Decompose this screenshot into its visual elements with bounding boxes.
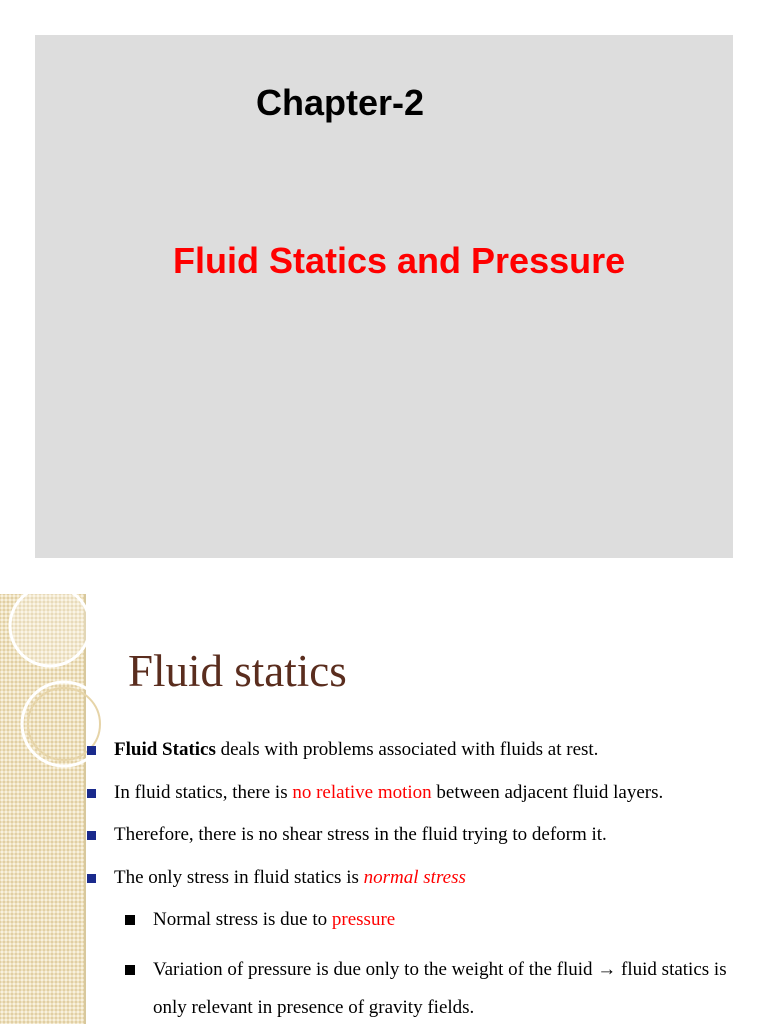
decorative-circles-icon bbox=[0, 594, 120, 794]
sub-bullet-item bbox=[153, 908, 395, 932]
chapter-title: Chapter-2 bbox=[256, 82, 425, 123]
bullet-text: Normal stress is due to bbox=[153, 909, 332, 930]
bullet-highlight: normal stress bbox=[363, 867, 466, 888]
square-bullet-icon bbox=[87, 874, 96, 883]
slide-chapter-title bbox=[35, 35, 733, 558]
square-bullet-icon bbox=[87, 746, 96, 755]
bullet-item bbox=[114, 866, 466, 890]
bullet-item bbox=[114, 781, 663, 805]
bullet-highlight: no relative motion bbox=[292, 782, 432, 803]
slide-title: Fluid statics bbox=[128, 646, 347, 696]
black-square-bullet-icon bbox=[125, 965, 135, 975]
bullet-text: Therefore, there is no shear stress in the fluid trying to deform it. bbox=[114, 824, 607, 845]
square-bullet-icon bbox=[87, 789, 96, 798]
deco-circle-large bbox=[10, 594, 90, 666]
sub-bullet-item bbox=[153, 951, 753, 1024]
black-square-bullet-icon bbox=[125, 915, 135, 925]
bullet-item bbox=[114, 823, 607, 847]
bullet-item bbox=[114, 738, 598, 762]
bullet-text: The only stress in fluid statics is bbox=[114, 867, 364, 888]
bullet-text: deals with problems associated with fluids at rest. bbox=[215, 739, 599, 760]
bullet-bold-term: Fluid Statics bbox=[114, 739, 216, 760]
bullet-highlight: pressure bbox=[331, 909, 396, 930]
square-bullet-icon bbox=[87, 831, 96, 840]
bullet-text: between adjacent fluid layers. bbox=[431, 782, 664, 803]
chapter-subtitle: Fluid Statics and Pressure bbox=[173, 240, 626, 281]
bullet-text: Variation of pressure is due only to the weight of the fluid → fluid statics is only relevant in presence of gravity fields. bbox=[153, 959, 727, 1018]
bullet-text: In fluid statics, there is bbox=[114, 782, 293, 803]
slide-fluid-statics bbox=[0, 594, 768, 1024]
